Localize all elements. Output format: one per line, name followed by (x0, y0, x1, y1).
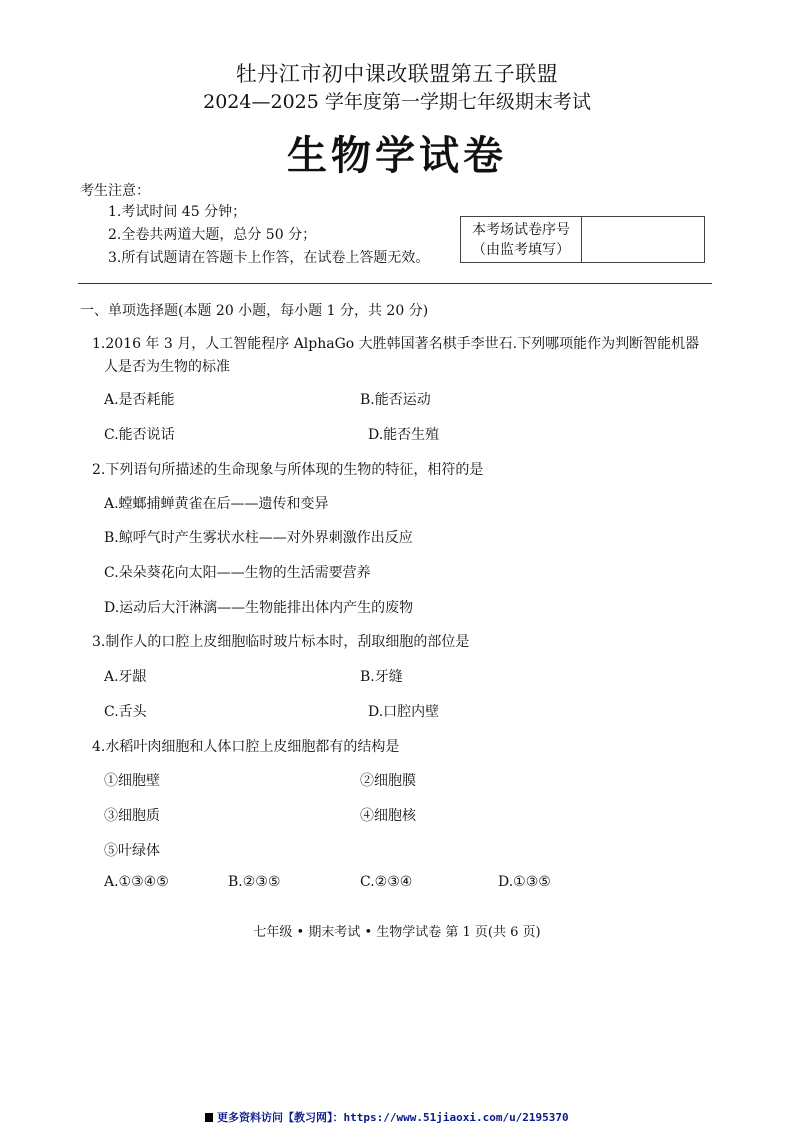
question-2-option-c: C.朵朵葵花向太阳——生物的生活需要营养 (104, 565, 371, 581)
paper-number-box (460, 216, 705, 263)
page-footer: 七年级 • 期末考试 • 生物学试卷 第 1 页(共 6 页) (253, 925, 541, 940)
question-4-item-3: ③细胞质 (104, 808, 160, 824)
question-1-option-a: A.是否耗能 (104, 392, 175, 408)
notice-item: 1.考试时间 45 分钟； (108, 204, 247, 220)
question-4-item-5: ⑤叶绿体 (104, 843, 160, 859)
question-1-stem: 1.2016 年 3 月，人工智能程序 AlphaGo 大胜韩国著名棋手李世石.下列哪项能作为判断智能机器 (92, 336, 700, 352)
notice-item: 3.所有试题请在答题卡上作答，在试卷上答题无效。 (108, 250, 430, 266)
question-2-option-d: D.运动后大汗淋漓——生物能排出体内产生的废物 (104, 600, 414, 616)
question-4-stem: 4.水稻叶肉细胞和人体口腔上皮细胞都有的结构是 (92, 739, 400, 755)
question-1-option-c: C.能否说话 (104, 427, 175, 443)
question-1-stem-cont: 人是否为生物的标准 (104, 359, 230, 375)
exam-header-line-2: 2024—2025 学年度第一学期七年级期末考试 (203, 91, 591, 113)
question-2-option-a: A.螳螂捕蝉黄雀在后——遗传和变异 (104, 496, 329, 512)
question-4-option-a: A.①③④⑤ (104, 874, 169, 890)
question-4-option-b: B.②③⑤ (228, 874, 281, 890)
flag-icon (205, 1113, 213, 1122)
section-title: 一、单项选择题(本题 20 小题，每小题 1 分，共 20 分) (80, 303, 429, 319)
notice-title: 考生注意： (80, 183, 150, 199)
notice-item: 2.全卷共两道大题，总分 50 分； (108, 227, 317, 243)
divider (78, 283, 712, 284)
question-3-option-a: A.牙龈 (104, 669, 147, 685)
question-3-stem: 3.制作人的口腔上皮细胞临时玻片标本时，刮取细胞的部位是 (92, 634, 470, 650)
promo-link-text[interactable]: 更多资料访问【教习网】：https://www.51jiaoxi.com/u/2195370 (217, 1111, 569, 1124)
paper-number-field (582, 217, 704, 262)
paper-number-label-line-1: 本考场试卷序号 (472, 221, 570, 238)
question-2-option-b: B.鲸呼气时产生雾状水柱——对外界刺激作出反应 (104, 530, 413, 546)
page-title: 生物学试卷 (287, 133, 507, 179)
question-3-option-c: C.舌头 (104, 704, 147, 720)
question-4-option-d: D.①③⑤ (498, 874, 551, 890)
question-4-item-2: ②细胞膜 (360, 773, 416, 789)
question-3-option-b: B.牙缝 (360, 669, 403, 685)
question-2-stem: 2.下列语句所描述的生命现象与所体现的生物的特征，相符的是 (92, 462, 484, 478)
question-1-option-b: B.能否运动 (360, 392, 431, 408)
question-4-item-4: ④细胞核 (360, 808, 416, 824)
paper-number-label-line-2: （由监考填写） (472, 241, 570, 258)
paper-number-label (461, 217, 582, 262)
promo-link[interactable] (205, 1109, 569, 1125)
question-3-option-d: D.口腔内壁 (368, 704, 440, 720)
question-1-option-d: D.能否生殖 (368, 427, 440, 443)
question-4-option-c: C.②③④ (360, 874, 413, 890)
question-4-item-1: ①细胞壁 (104, 773, 160, 789)
exam-header-line-1: 牡丹江市初中课改联盟第五子联盟 (235, 62, 559, 86)
